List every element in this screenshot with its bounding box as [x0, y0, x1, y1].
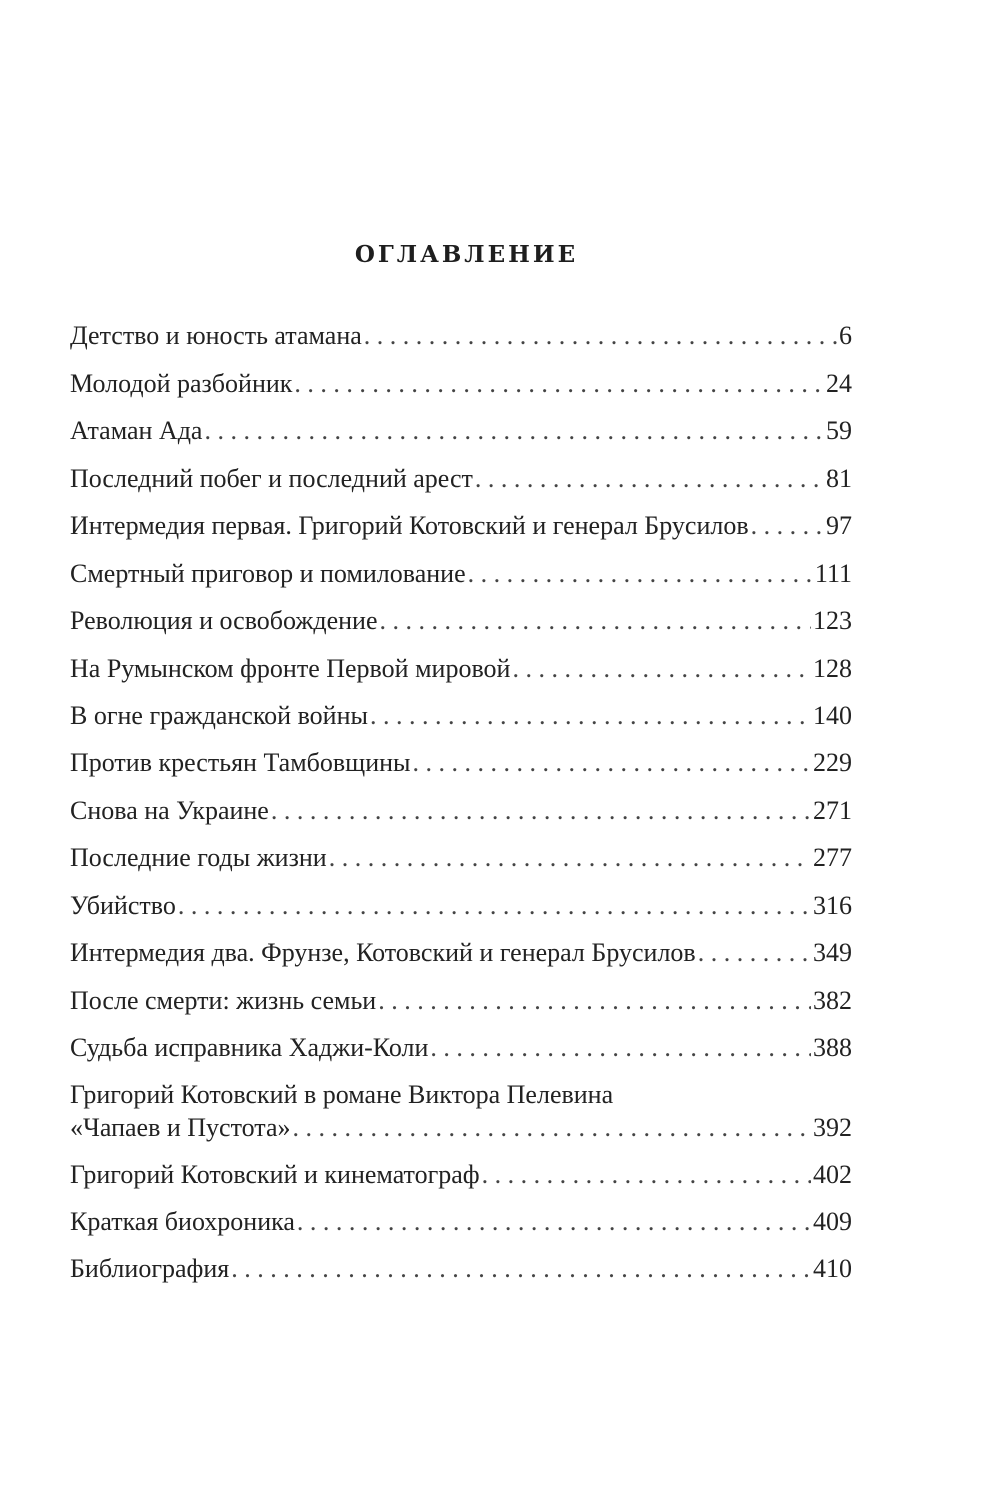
dot-leader — [293, 1110, 812, 1146]
entry-title: Против крестьян Тамбовщины — [70, 748, 411, 777]
toc-entry — [70, 1030, 852, 1066]
toc-entry — [70, 793, 852, 829]
entry-title: Последние годы жизни — [70, 843, 327, 872]
dot-leader — [294, 366, 824, 402]
dot-leader — [297, 1204, 811, 1240]
toc-entry — [70, 366, 852, 402]
dot-leader — [430, 1030, 811, 1066]
dot-leader — [178, 888, 811, 924]
entry-page-number: 402 — [813, 1160, 852, 1189]
entry-title: Революция и освобождение — [70, 606, 378, 635]
toc-entry — [70, 1204, 852, 1240]
entry-title-first-line: Григорий Котовский в романе Виктора Пелевина — [70, 1080, 614, 1109]
entry-page-number: 388 — [813, 1033, 852, 1062]
toc-entry — [70, 745, 852, 781]
entry-page-number: 277 — [813, 843, 852, 872]
dot-leader — [231, 1251, 811, 1287]
entry-title: Снова на Украине — [70, 796, 269, 825]
entry-page-number: 59 — [826, 416, 852, 445]
page-title: ОГЛАВЛЕНИЕ — [354, 241, 579, 269]
toc-entry — [70, 1251, 852, 1287]
toc-entry — [70, 1157, 852, 1193]
toc-entry — [70, 983, 852, 1019]
toc-entry — [70, 603, 852, 639]
entry-title: «Чапаев и Пустота» — [70, 1113, 291, 1142]
entry-page-number: 316 — [813, 891, 852, 920]
entry-page-number: 229 — [813, 748, 852, 777]
entry-page-number: 97 — [826, 511, 852, 540]
entry-page-number: 128 — [813, 654, 852, 683]
dot-leader — [364, 318, 837, 354]
dot-leader — [204, 413, 824, 449]
entry-title: Судьба исправника Хаджи-Коли — [70, 1033, 429, 1062]
entry-title: Интермедия два. Фрунзе, Котовский и генерал Брусилов — [70, 938, 696, 967]
dot-leader — [413, 745, 812, 781]
toc-entry — [70, 413, 852, 449]
entry-page-number: 409 — [813, 1207, 852, 1236]
entry-page-number: 6 — [839, 321, 852, 350]
entry-title: После смерти: жизнь семьи — [70, 986, 377, 1015]
toc-entry — [70, 508, 852, 544]
dot-leader — [475, 461, 824, 497]
toc-entry — [70, 698, 852, 734]
entry-title: Атаман Ада — [70, 416, 203, 445]
toc-entry — [70, 935, 852, 971]
entry-title: Библиография — [70, 1254, 230, 1283]
entry-title: Интермедия первая. Григорий Котовский и генерал Брусилов — [70, 511, 749, 540]
dot-leader — [378, 983, 811, 1019]
entry-title: На Румынском фронте Первой мировой — [70, 654, 511, 683]
entry-page-number: 140 — [813, 701, 852, 730]
entry-page-number: 111 — [814, 559, 852, 588]
dot-leader — [751, 508, 824, 544]
toc-entry — [70, 888, 852, 924]
dot-leader — [698, 935, 811, 971]
entry-title: Григорий Котовский и кинематограф — [70, 1160, 480, 1189]
dot-leader — [271, 793, 811, 829]
entry-page-number: 349 — [813, 938, 852, 967]
entry-page-number: 392 — [813, 1113, 852, 1142]
entry-page-number: 410 — [813, 1254, 852, 1283]
dot-leader — [370, 698, 811, 734]
entry-title: Молодой разбойник — [70, 369, 293, 398]
entry-title: Смертный приговор и помилование — [70, 559, 466, 588]
toc-entry — [70, 461, 852, 497]
entry-title: Убийство — [70, 891, 176, 920]
dot-leader — [379, 603, 811, 639]
toc-entry — [70, 840, 852, 876]
entry-title: Последний побег и последний арест — [70, 464, 473, 493]
toc-entry — [70, 318, 852, 354]
toc-entry — [70, 556, 852, 592]
entry-title: В огне гражданской войны — [70, 701, 368, 730]
entry-title: Краткая биохроника — [70, 1207, 295, 1236]
entry-page-number: 382 — [813, 986, 852, 1015]
toc-entry — [70, 1077, 852, 1146]
entry-page-number: 81 — [826, 464, 852, 493]
dot-leader — [329, 840, 811, 876]
entry-page-number: 271 — [813, 796, 852, 825]
dot-leader — [512, 651, 811, 687]
entry-title: Детство и юность атамана — [70, 321, 362, 350]
dot-leader — [482, 1157, 811, 1193]
toc-entry — [70, 651, 852, 687]
dot-leader — [468, 556, 813, 592]
entry-page-number: 24 — [826, 369, 852, 398]
entry-page-number: 123 — [813, 606, 852, 635]
